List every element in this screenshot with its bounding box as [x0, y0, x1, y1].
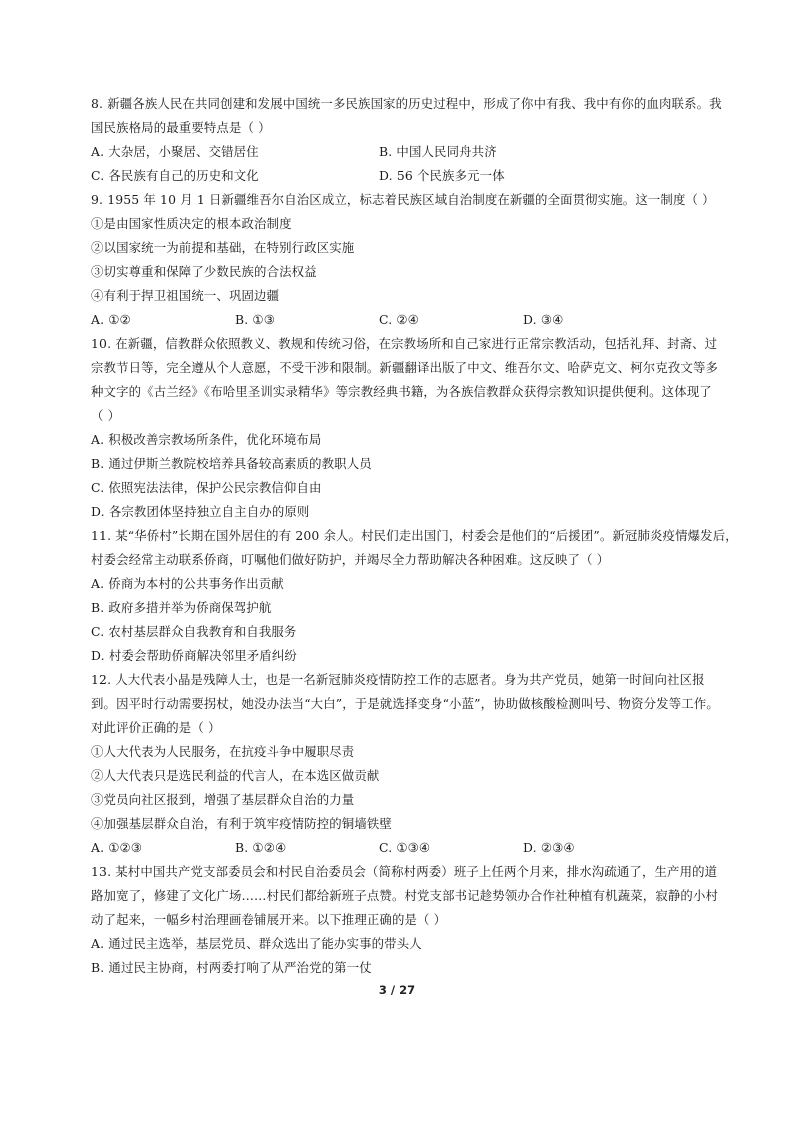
question-8-stem-line-1: 8. 新疆各族人民在共同创建和发展中国统一多民族国家的历史过程中，形成了你中有我、我中有你的血肉联系。我: [91, 96, 722, 111]
question-9-option-c: C. ②④: [379, 312, 419, 327]
question-list: [91, 92, 738, 980]
question-9-options-row: [91, 308, 711, 332]
question-11-stem-line-1: 11. 某“华侨村”长期在国外居住的有 200 余人。村民们走出国门，村委会是他们的“后援团”。新冠肺炎疫情爆发后，: [91, 528, 738, 543]
question-10-stem-line-1: 10. 在新疆，信教群众依照教义、教规和传统习俗，在宗教场所和自己家进行正常宗教活动，包括礼拜、封斋、过: [91, 336, 718, 351]
question-8-option-b: B. 中国人民同舟共济: [379, 144, 497, 159]
question-9-statement-3: ③切实尊重和保障了少数民族的合法权益: [91, 264, 317, 279]
question-13: [91, 860, 719, 980]
question-11: [91, 524, 738, 668]
question-10-option-d: D. 各宗教团体坚持独立自主自办的原则: [91, 504, 310, 519]
question-8-stem-line-2: 国民族格局的最重要特点是（ ）: [91, 120, 271, 135]
question-13-option-a: A. 通过民主选举，基层党员、群众选出了能办实事的带头人: [91, 936, 422, 951]
question-9-stem-line-1: 9. 1955 年 10 月 1 日新疆维吾尔自治区成立，标志着民族区域自治制度在新疆的全面贯彻实施。这一制度（ ）: [91, 192, 715, 207]
question-12-option-c: C. ①③④: [379, 840, 431, 855]
question-8-options-row-2: [91, 164, 711, 188]
question-9: [91, 188, 715, 332]
question-10-stem-line-4: （ ）: [91, 408, 121, 423]
question-12-statement-1: ①人大代表为人民服务，在抗疫斗争中履职尽责: [91, 744, 355, 759]
question-13-stem-line-3: 动了起来，一幅乡村治理画卷铺展开来。以下推理正确的是（ ）: [91, 912, 447, 927]
question-10: [91, 332, 719, 524]
question-9-statement-4: ④有利于捍卫祖国统一、巩固边疆: [91, 288, 280, 303]
question-9-option-d: D. ③④: [523, 312, 564, 327]
question-10-stem-line-2: 宗教节日等，完全遵从个人意愿，不受干涉和限制。新疆翻译出版了中文、维吾尔文、哈萨克文、柯尔克孜文等多: [91, 360, 719, 375]
question-9-option-b: B. ①③: [235, 312, 275, 327]
question-12-statement-2: ②人大代表只是选民利益的代言人，在本选区做贡献: [91, 768, 380, 783]
question-11-option-d: D. 村委会帮助侨商解决邻里矛盾纠纷: [91, 648, 297, 663]
question-13-stem-line-2: 路加宽了，修建了文化广场……村民们都给新班子点赞。村党支部书记趁势领办合作社种植有机蔬菜，寂静的小村: [91, 888, 719, 903]
question-12-option-d: D. ②③④: [523, 840, 575, 855]
question-11-option-c: C. 农村基层群众自我教育和自我服务: [91, 624, 297, 639]
question-10-option-c: C. 依照宪法法律，保护公民宗教信仰自由: [91, 480, 322, 495]
question-8-option-d: D. 56 个民族多元一体: [379, 168, 505, 183]
question-10-stem-line-3: 种文字的《古兰经》《布哈里圣训实录精华》等宗教经典书籍，为各族信教群众获得宗教知识提供便利。这体现了: [91, 384, 712, 399]
page-number: 3 / 27: [378, 983, 416, 997]
question-9-statement-2: ②以国家统一为前提和基础，在特别行政区实施: [91, 240, 355, 255]
question-12-statement-3: ③党员向社区报到，增强了基层群众自治的力量: [91, 792, 355, 807]
question-12-option-a: A. ①②③: [91, 840, 143, 855]
question-11-option-a: A. 侨商为本村的公共事务作出贡献: [91, 576, 284, 591]
question-9-option-a: A. ①②: [91, 312, 131, 327]
question-9-statement-1: ①是由国家性质决定的根本政治制度: [91, 216, 292, 231]
question-12-stem-line-1: 12. 人大代表小晶是残障人士，也是一名新冠肺炎疫情防控工作的志愿者。身为共产党员，她第一时间向社区报: [91, 672, 705, 687]
question-12-stem-line-2: 到。因平时行动需要拐杖，她没办法当“大白”，于是就选择变身“小蓝”，协助做核酸检测叫号、物资分发等工作。: [91, 696, 719, 711]
question-8-options-row-1: [91, 140, 711, 164]
question-8-option-a: A. 大杂居，小聚居、交错居住: [91, 144, 259, 159]
question-12-statement-4: ④加强基层群众自治，有利于筑牢疫情防控的铜墙铁壁: [91, 816, 392, 831]
question-8: [91, 92, 722, 188]
question-13-option-b: B. 通过民主协商，村两委打响了从严治党的第一仗: [91, 960, 372, 975]
question-12-option-b: B. ①②④: [235, 840, 287, 855]
question-10-option-b: B. 通过伊斯兰教院校培养具备较高素质的教职人员: [91, 456, 372, 471]
question-13-stem-line-1: 13. 某村中国共产党支部委员会和村民自治委员会（简称村两委）班子上任两个月来，排水沟疏通了，生产用的道: [91, 864, 718, 879]
question-8-option-c: C. 各民族有自己的历史和文化: [91, 168, 259, 183]
question-12-options-row: [91, 836, 711, 860]
question-11-option-b: B. 政府多措并举为侨商保驾护航: [91, 600, 272, 615]
question-12-stem-line-3: 对此评价正确的是（ ）: [91, 720, 221, 735]
question-10-option-a: A. 积极改善宗教场所条件，优化环境布局: [91, 432, 322, 447]
question-11-stem-line-2: 村委会经常主动联系侨商，叮嘱他们做好防护，并竭尽全力帮助解决各种困难。这反映了（ ）: [91, 552, 610, 567]
question-12: [91, 668, 719, 860]
